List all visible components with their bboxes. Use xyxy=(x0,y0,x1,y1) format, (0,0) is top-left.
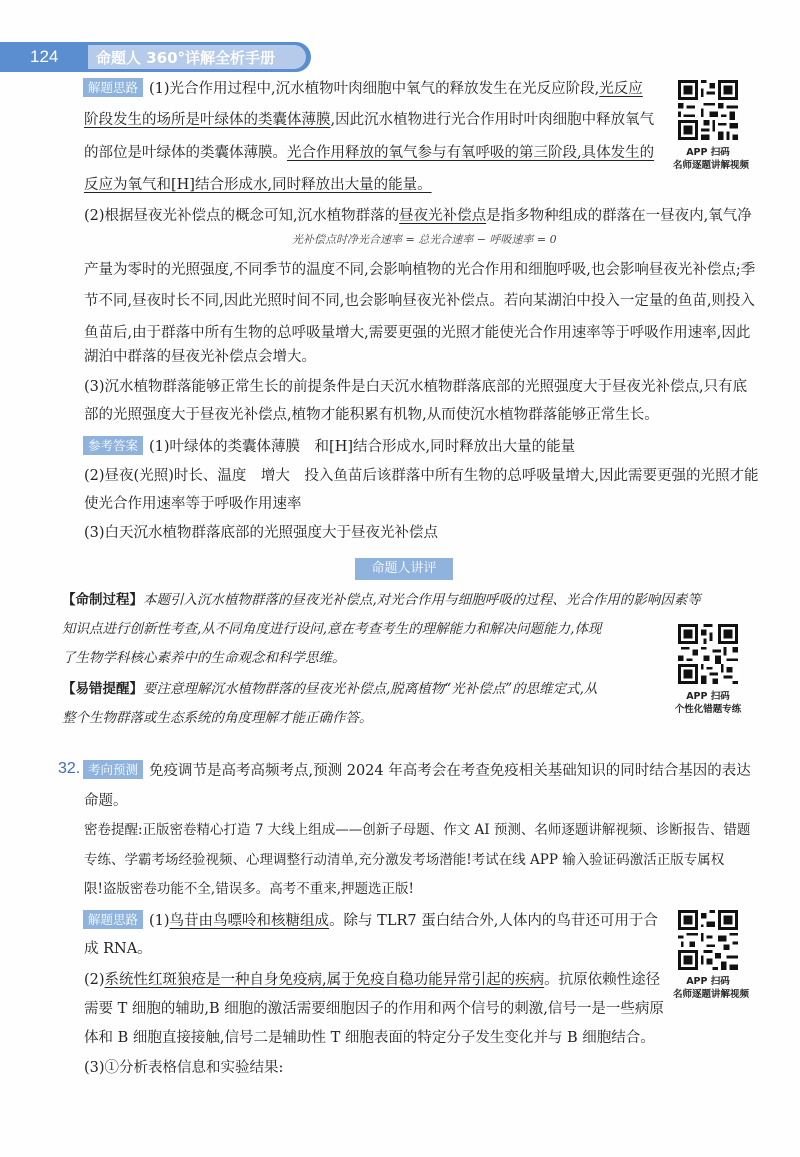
handwritten-formula: 光补偿点时净光合速率 = 总光合速率 − 呼吸速率 = 0 xyxy=(292,233,557,246)
q31-part3-line-1: (3)沉水植物群落能够正常生长的前提条件是白天沉水植物群落底部的光照强度大于昼夜光补偿点,只有底 xyxy=(84,379,748,395)
q32-solution-line-1: 解题思路 (1)鸟苷由鸟嘌呤和核糖组成。除与 TLR7 蛋白结合外,人体内的鸟苷还可用于合 xyxy=(83,910,658,931)
page-number: 124 xyxy=(30,47,59,66)
q31-solution-line-2: 阶段发生的场所是叶绿体的类囊体薄膜,因此沉水植物进行光合作用时叶肉细胞中释放氧气 xyxy=(84,112,655,128)
review-line-1: 【命制过程】本题引入沉水植物群落的昼夜光补偿点,对光合作用与细胞呼吸的过程、光合作用的影响因素等 xyxy=(62,592,701,608)
review-banner: 命题人讲评 xyxy=(355,558,453,580)
q32-solution-line-6: (3)①分析表格信息和实验结果: xyxy=(84,1060,284,1076)
review-line-2: 知识点进行创新性考查,从不同角度进行设问,意在考查考生的理解能力和解决问题能力,体现 xyxy=(62,621,602,637)
page-header xyxy=(0,42,311,72)
solution-tag-2: 解题思路 xyxy=(83,910,143,929)
q32-solution-line-3: (2)系统性红斑狼疮是一种自身免疫病,属于免疫自稳功能异常引起的疾病。抗原依赖性途径 xyxy=(84,972,661,988)
q32-ad-line-3: 限!盗版密卷功能不全,错误多。高考不重来,押题选正版! xyxy=(84,881,414,897)
answer-tag: 参考答案 xyxy=(83,436,143,455)
qr-caption-top: APP 扫码 名师逐题讲解视频 xyxy=(673,147,750,171)
q31-part2-line-1: (2)根据昼夜光补偿点的概念可知,沉水植物群落的昼夜光补偿点是指多物种组成的群落在一昼夜内,氧气净 xyxy=(84,208,752,224)
q32-solution-line-5: 体和 B 细胞直接接触,信号二是辅助性 T 细胞表面的特定分子发生变化并与 B 细胞结合。 xyxy=(84,1030,655,1046)
book-title: 命题人 360°详解全析手册 xyxy=(96,49,276,67)
q31-answer-line-2: (2)昼夜(光照)时长、温度 增大 投入鱼苗后该群落中所有生物的总呼吸量增大,因此需要更强的光照才能 xyxy=(84,468,759,484)
forecast-tag: 考向预测 xyxy=(83,760,143,779)
q31-part2-line-2: 产量为零时的光照强度,不同季节的温度不同,会影响植物的光合作用和细胞呼吸,也会影响昼夜光补偿点;季 xyxy=(84,262,756,278)
q31-answer-line-4: (3)白天沉水植物群落底部的光照强度大于昼夜光补偿点 xyxy=(84,525,439,541)
q32-ad-line-2: 专练、学霸考场经验视频、心理调整行动清单,充分激发考场潜能!考试在线 APP 输入验证码激活正版专属权 xyxy=(84,852,725,868)
review-line-3: 了生物学科核心素养中的生命观念和科学思维。 xyxy=(62,650,346,666)
q31-solution-line-4: 反应为氧气和[H]结合形成水,同时释放出大量的能量。 xyxy=(84,177,432,193)
qr-caption-bottom: APP 扫码 名师逐题讲解视频 xyxy=(673,976,750,1000)
q32-ad-line-1: 密卷提醒:正版密卷精心打造 7 大线上组成——创新子母题、作文 AI 预测、名师逐题讲解视频、诊断报告、错题 xyxy=(84,822,751,838)
solution-tag: 解题思路 xyxy=(83,78,143,97)
q32-solution-line-4: 需要 T 细胞的辅助,B 细胞的激活需要细胞因子的作用和两个信号的刺激,信号一是一些病原 xyxy=(84,1001,664,1017)
q31-part2-line-5: 湖泊中群落的昼夜光补偿点会增大。 xyxy=(84,349,316,365)
q31-solution-line-3: 的部位是叶绿体的类囊体薄膜。光合作用释放的氧气参与有氧呼吸的第三阶段,具体发生的 xyxy=(84,145,655,161)
q31-part3-line-2: 部的光照强度大于昼夜光补偿点,植物才能积累有机物,从而使沉水植物群落能够正常生长。 xyxy=(84,407,659,423)
review-line-5: 整个生物群落或生态系统的角度理解才能正确作答。 xyxy=(62,710,373,726)
qr-code-icon[interactable] xyxy=(678,624,738,684)
q31-answer-line-3: 使光合作用速率等于呼吸作用速率 xyxy=(84,496,302,512)
qr-caption-mid: APP 扫码 个性化错题专练 xyxy=(674,691,742,715)
q31-solution-line-1: 解题思路 (1)光合作用过程中,沉水植物叶肉细胞中氧气的释放发生在光反应阶段,光反应 xyxy=(83,78,643,99)
q32-forecast-line-1: 考向预测 免疫调节是高考高频考点,预测 2024 年高考会在考查免疫相关基础知识的同时结合基因的表达 xyxy=(83,760,751,781)
q31-part2-line-4: 鱼苗后,由于群落中所有生物的总呼吸量增大,需要更强的光照才能使光合作用速率等于呼吸作用速率,因此 xyxy=(84,325,751,341)
q31-part2-line-3: 节不同,昼夜时长不同,因此光照时间不同,也会影响昼夜光补偿点。若向某湖泊中投入一定量的鱼苗,则投入 xyxy=(84,293,755,309)
review-line-4: 【易错提醒】要注意理解沉水植物群落的昼夜光补偿点,脱离植物“光补偿点”的思维定式,从 xyxy=(62,681,598,697)
q32-forecast-line-2: 命题。 xyxy=(84,793,128,809)
q32-solution-line-2: 成 RNA。 xyxy=(84,941,152,957)
question-number: 32. xyxy=(58,760,81,777)
qr-code-icon[interactable] xyxy=(678,910,738,970)
q31-answer-line-1: 参考答案 (1)叶绿体的类囊体薄膜 和[H]结合形成水,同时释放出大量的能量 xyxy=(83,436,575,457)
qr-code-icon[interactable] xyxy=(678,80,738,140)
